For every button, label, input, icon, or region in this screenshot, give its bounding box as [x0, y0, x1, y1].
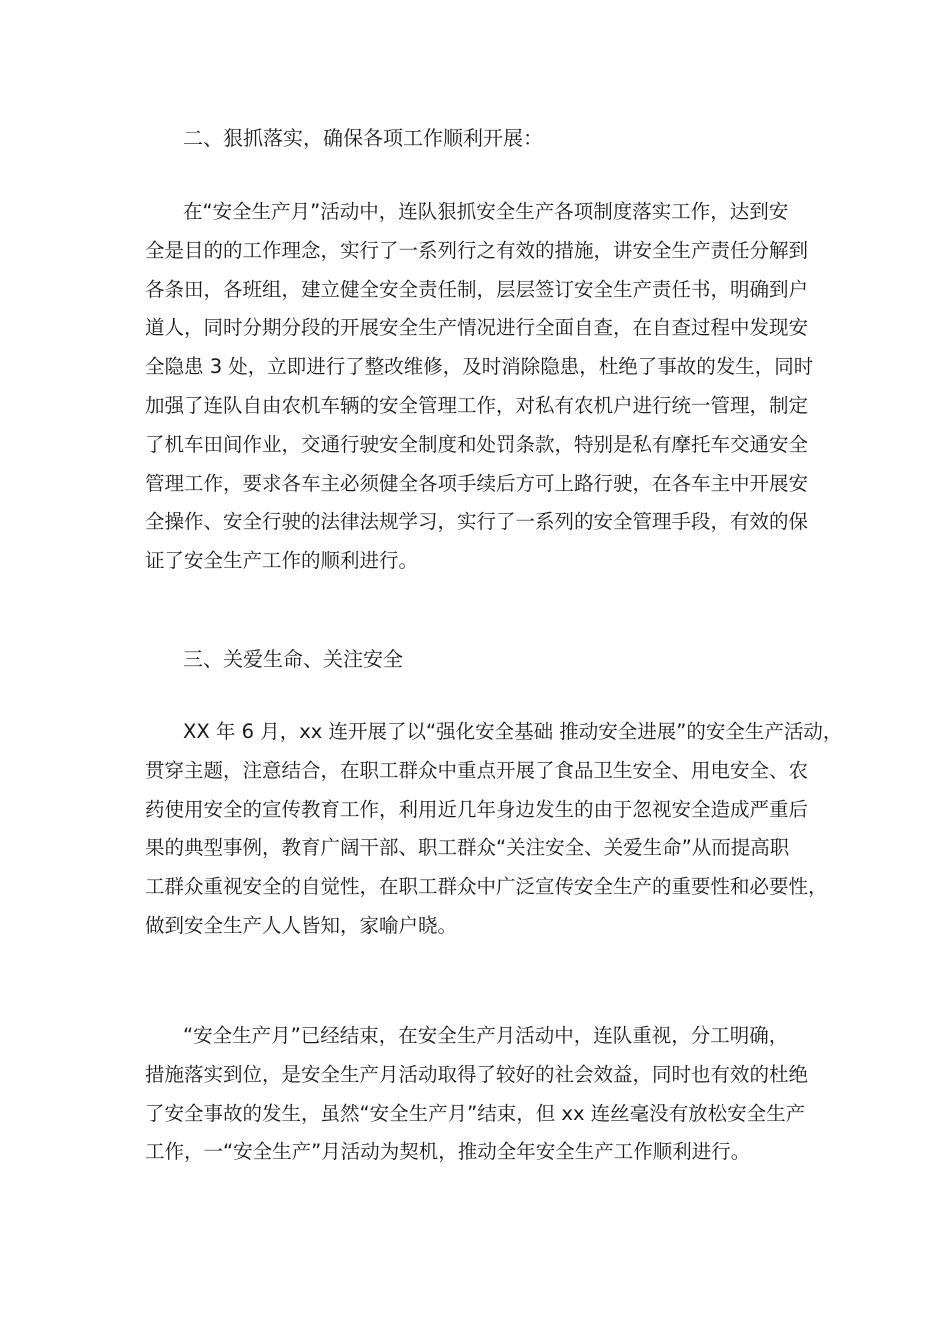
paragraph-line: 工群众重视安全的自觉性，在职工群众中广泛宣传安全生产的重要性和必要性，: [145, 875, 828, 899]
paragraph-line: 加强了连队自由农机车辆的安全管理工作，对私有农机户进行统一管理，制定: [145, 393, 809, 417]
paragraph-line: 管理工作，要求各车主必须健全各项手续后方可上路行驶，在各车主中开展安: [145, 471, 809, 495]
paragraph-line: 证了安全生产工作的顺利进行。: [145, 549, 419, 573]
paragraph-line: 工作，一“安全生产”月活动为契机，推动全年安全生产工作顺利进行。: [145, 1140, 751, 1164]
paragraph-line: 全操作、安全行驶的法律法规学习，实行了一系列的安全管理手段，有效的保: [145, 510, 809, 534]
paragraph-line: 药使用安全的宣传教育工作，利用近几年身边发生的由于忽视安全造成严重后: [145, 797, 809, 821]
paragraph-line: “安全生产月”已经结束，在安全生产月活动中，连队重视，分工明确，: [183, 1024, 789, 1047]
paragraph-line: 了机车田间作业，交通行驶安全制度和处罚条款，特别是私有摩托车交通安全: [145, 432, 809, 456]
paragraph-line: 了安全事故的发生，虽然“安全生产月”结束，但 xx 连丝毫没有放松安全生产: [145, 1101, 806, 1125]
paragraph-line: 道人，同时分期分段的开展安全生产情况进行全面自查，在自查过程中发现安: [145, 316, 809, 340]
paragraph-line: 全隐患 3 处，立即进行了整改维修，及时消除隐患，杜绝了事故的发生，同时: [145, 355, 814, 379]
paragraph-june-activity: [145, 713, 845, 946]
paragraph-line: 全是目的的工作理念，实行了一系列行之有效的措施，讲安全生产责任分解到: [145, 238, 809, 262]
paragraph-line: 措施落实到位，是安全生产月活动取得了较好的社会效益，同时也有效的杜绝: [145, 1062, 809, 1086]
paragraph-line: 各条田，各班组，建立健全安全责任制，层层签订安全生产责任书，明确到户: [145, 277, 809, 301]
paragraph-line: 贯穿主题，注意结合，在职工群众中重点开展了食品卫生安全、用电安全、农: [145, 758, 809, 782]
paragraph-line: 果的典型事例，教育广阔干部、职工群众“关注安全、关爱生命”从而提高职: [145, 836, 790, 860]
paragraph-line: 在“安全生产月”活动中，连队狠抓安全生产各项制度落实工作，达到安: [183, 200, 789, 223]
section-heading-2: 二、狠抓落实，确保各项工作顺利开展：: [183, 126, 543, 150]
section-heading-3: 三、关爱生命、关注安全: [183, 647, 403, 671]
paragraph-conclusion: [145, 1017, 845, 1172]
paragraph-line: 做到安全生产人人皆知，家喻户晓。: [145, 913, 458, 937]
paragraph-line: XX 年 6 月，xx 连开展了以“强化安全基础 推动安全进展”的安全生产活动，: [183, 720, 843, 743]
paragraph-safety-month-implementation: [145, 193, 845, 581]
